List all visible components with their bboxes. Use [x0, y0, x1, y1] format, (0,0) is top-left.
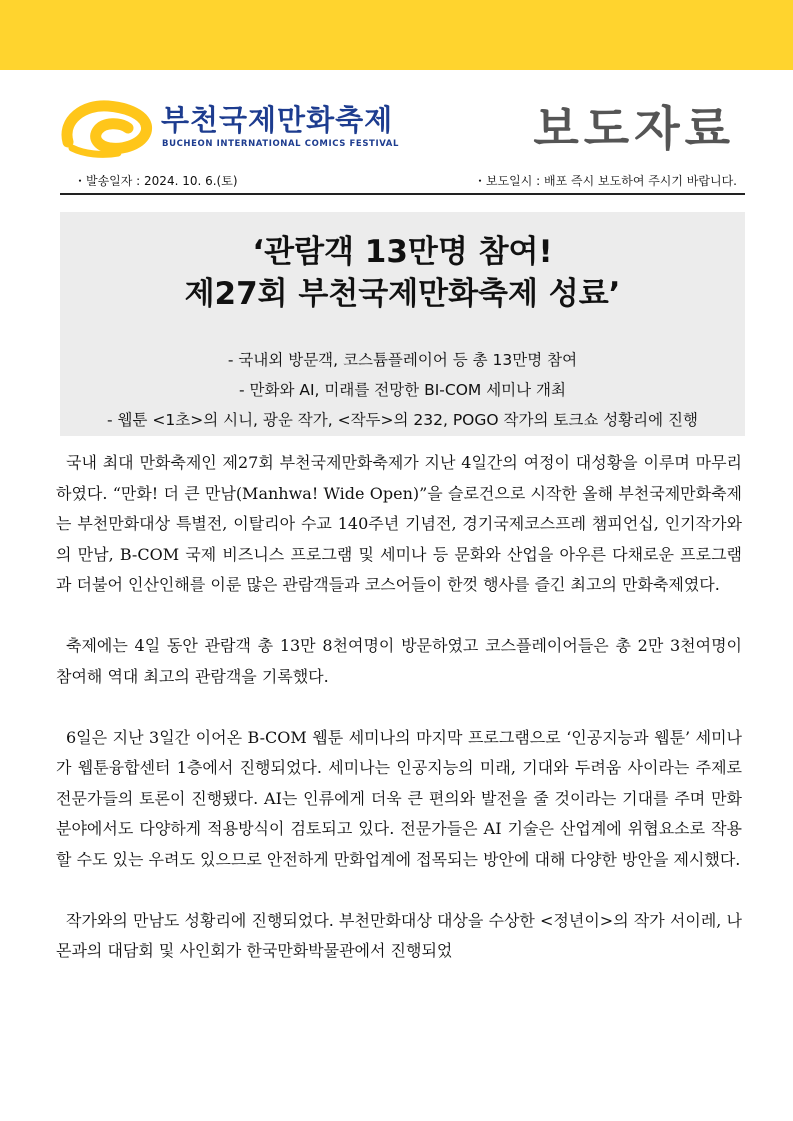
release-note: ・보도일시 : 배포 즉시 보도하여 주시기 바랍니다. — [474, 174, 737, 188]
body-paragraph-3: 6일은 지난 3일간 이어온 B-COM 웹툰 세미나의 마지막 프로그램으로 ‘인공지능과 웹툰’ 세미나가 웹툰융합센터 1층에서 진행되었다. 세미나는 인공지능의 미래, 기대와 두려움 사이라는 주제로 전문가들의 토론이 진행됐다. AI는 인류에게 더욱 큰 편의와 발전을 줄 것이라는 기대를 주며 만화분야에서도 다양하게 적용방식이 검토되고 있다. 전문가들은 AI 기술은 산업계에 위협요소로 작용할 수도 있는 우려도 있으므로 안전하게 만화업계에 접목되는 방안에 대해 다양한 방안을 제시했다. — [56, 727, 742, 869]
headline-subtitle-3: - 웹툰 <1초>의 시니, 광운 작가, <작두>의 232, POGO 작가의 토크쇼 성황리에 진행 — [107, 411, 698, 429]
body-paragraph-2: 축제에는 4일 동안 관람객 총 13만 8천여명이 방문하였고 코스플레이어들은 총 2만 3천여명이 참여해 역대 최고의 관람객을 기록했다. — [56, 636, 742, 686]
headline-subtitle-1: - 국내외 방문객, 코스튬플레이어 등 총 13만명 참여 — [227, 351, 578, 369]
festival-logo-icon — [58, 98, 154, 158]
headline-subtitle-2: - 만화와 AI, 미래를 전망한 BI-COM 세미나 개최 — [238, 381, 566, 399]
article-body — [56, 448, 742, 967]
body-paragraph-4: 작가와의 만남도 성황리에 진행되었다. 부천만화대상 대상을 수상한 <정년이>의 작가 서이레, 나몬과의 대담회 및 사인회가 한국만화박물관에서 진행되었 — [56, 910, 742, 960]
festival-logo — [58, 96, 398, 160]
headline-box — [60, 212, 745, 436]
body-paragraph-1: 국내 최대 만화축제인 제27회 부천국제만화축제가 지난 4일간의 여정이 대성황을 이루며 마무리하였다. “만화! 더 큰 만남(Manhwa! Wide Open)”을 슬로건으로 시작한 올해 부천국제만화축제는 부천만화대상 특별전, 이탈리아 수교 140주년 기념전, 경기국제코스프레 챔피언십, 인기작가와의 만남, B-COM 국제 비즈니스 프로그램 및 세미나 등 문화와 산업을 아우른 다채로운 프로그램과 더불어 인산인해를 이룬 많은 관람객들과 코스어들이 한껏 행사를 즐긴 최고의 만화축제였다. — [56, 453, 742, 594]
headline-title-line-1: ‘관람객 13만명 참여! — [252, 234, 553, 270]
top-accent-bar — [0, 0, 793, 70]
logo-korean-text: 부천국제만화축제 — [161, 103, 394, 137]
logo-english-text: BUCHEON INTERNATIONAL COMICS FESTIVAL — [162, 139, 400, 149]
send-date: ・발송일자 : 2024. 10. 6.(토) — [74, 174, 238, 188]
press-release-label: 보도자료 — [533, 102, 735, 157]
headline-title-line-2: 제27회 부천국제만화축제 성료’ — [184, 276, 621, 312]
header-divider — [60, 193, 745, 195]
